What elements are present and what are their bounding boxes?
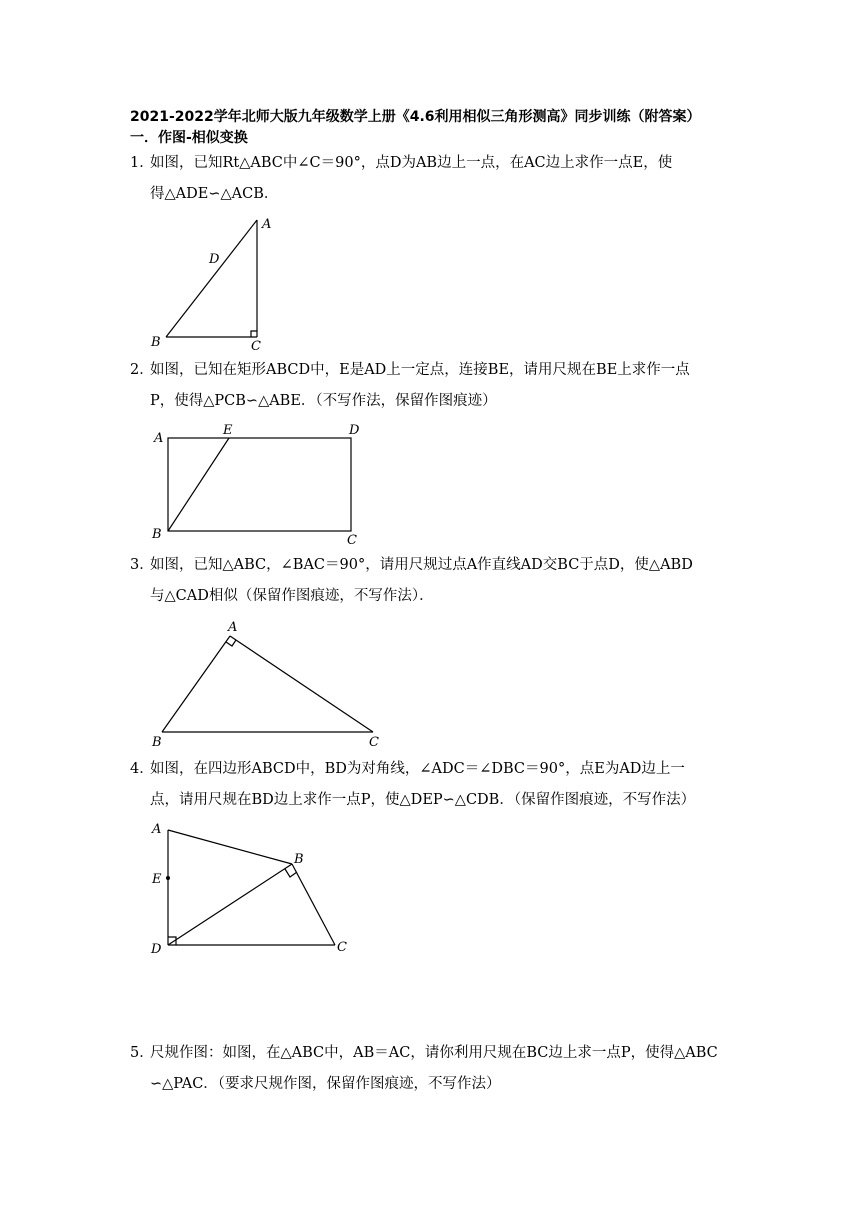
question-number: 5．: [130, 1045, 154, 1061]
segment-bc: [292, 864, 335, 945]
question-text-line1: 如图，已知Rt△ABC中∠C＝90°，点D为AB边上一点，在AC边上求作一点E，使: [150, 155, 673, 171]
question-number: 1．: [130, 155, 154, 171]
segment-bd: [168, 864, 292, 945]
question-number: 4．: [130, 761, 154, 777]
question-text-line2: 与△CAD相似（保留作图痕迹，不写作法）．: [150, 588, 434, 604]
question-text-line1: 如图，在四边形ABCD中，BD为对角线，∠ADC＝∠DBC＝90°，点E为AD边上一: [150, 761, 685, 777]
label-d: D: [349, 423, 360, 438]
label-c: C: [347, 533, 357, 548]
label-b: B: [152, 735, 162, 750]
label-a: A: [262, 217, 272, 232]
question-text-line1: 如图，已知△ABC，∠BAC＝90°，请用尺规过点A作直线AD交BC于点D，使△ABD: [150, 557, 693, 573]
label-d: D: [151, 942, 162, 957]
point-e: [166, 876, 170, 880]
label-d: D: [209, 252, 220, 267]
question-text-line2: 点，请用尺规在BD边上求作一点P，使△DEP∽△CDB．（保留作图痕迹，不写作法）: [150, 792, 696, 808]
document-title: 2021-2022学年北师大版九年级数学上册《4.6利用相似三角形测高》同步训练（附答案）: [130, 109, 701, 125]
label-a: A: [228, 620, 238, 635]
label-b: B: [152, 527, 162, 542]
label-b: B: [151, 335, 161, 350]
label-c: C: [251, 339, 261, 354]
label-e: E: [223, 423, 233, 438]
section-heading: 一．作图-相似变换: [130, 130, 248, 146]
segment-ab: [168, 830, 292, 864]
label-c: C: [337, 940, 347, 955]
label-b: B: [294, 852, 304, 867]
label-a: A: [152, 822, 162, 837]
label-a: A: [154, 431, 164, 446]
question-text-line2: 得△ADE∽△ACB．: [150, 186, 279, 202]
label-e: E: [152, 872, 162, 887]
question-text-line2: ∽△PAC．（要求尺规作图，保留作图痕迹，不写作法）: [150, 1076, 501, 1092]
question-text-line1: 如图，已知在矩形ABCD中，E是AD上一定点，连接BE，请用尺规在BE上求作一点: [150, 362, 690, 378]
question-text-line2: P，使得△PCB∽△ABE．（不写作法，保留作图痕迹）: [150, 393, 497, 409]
question-number: 2．: [130, 362, 154, 378]
question-5: [130, 1038, 740, 1100]
label-c: C: [369, 735, 379, 750]
question-number: 3．: [130, 557, 154, 573]
question-text-line1: 尺规作图：如图，在△ABC中，AB＝AC，请你利用尺规在BC边上求一点P，使得△ABC: [150, 1045, 718, 1061]
